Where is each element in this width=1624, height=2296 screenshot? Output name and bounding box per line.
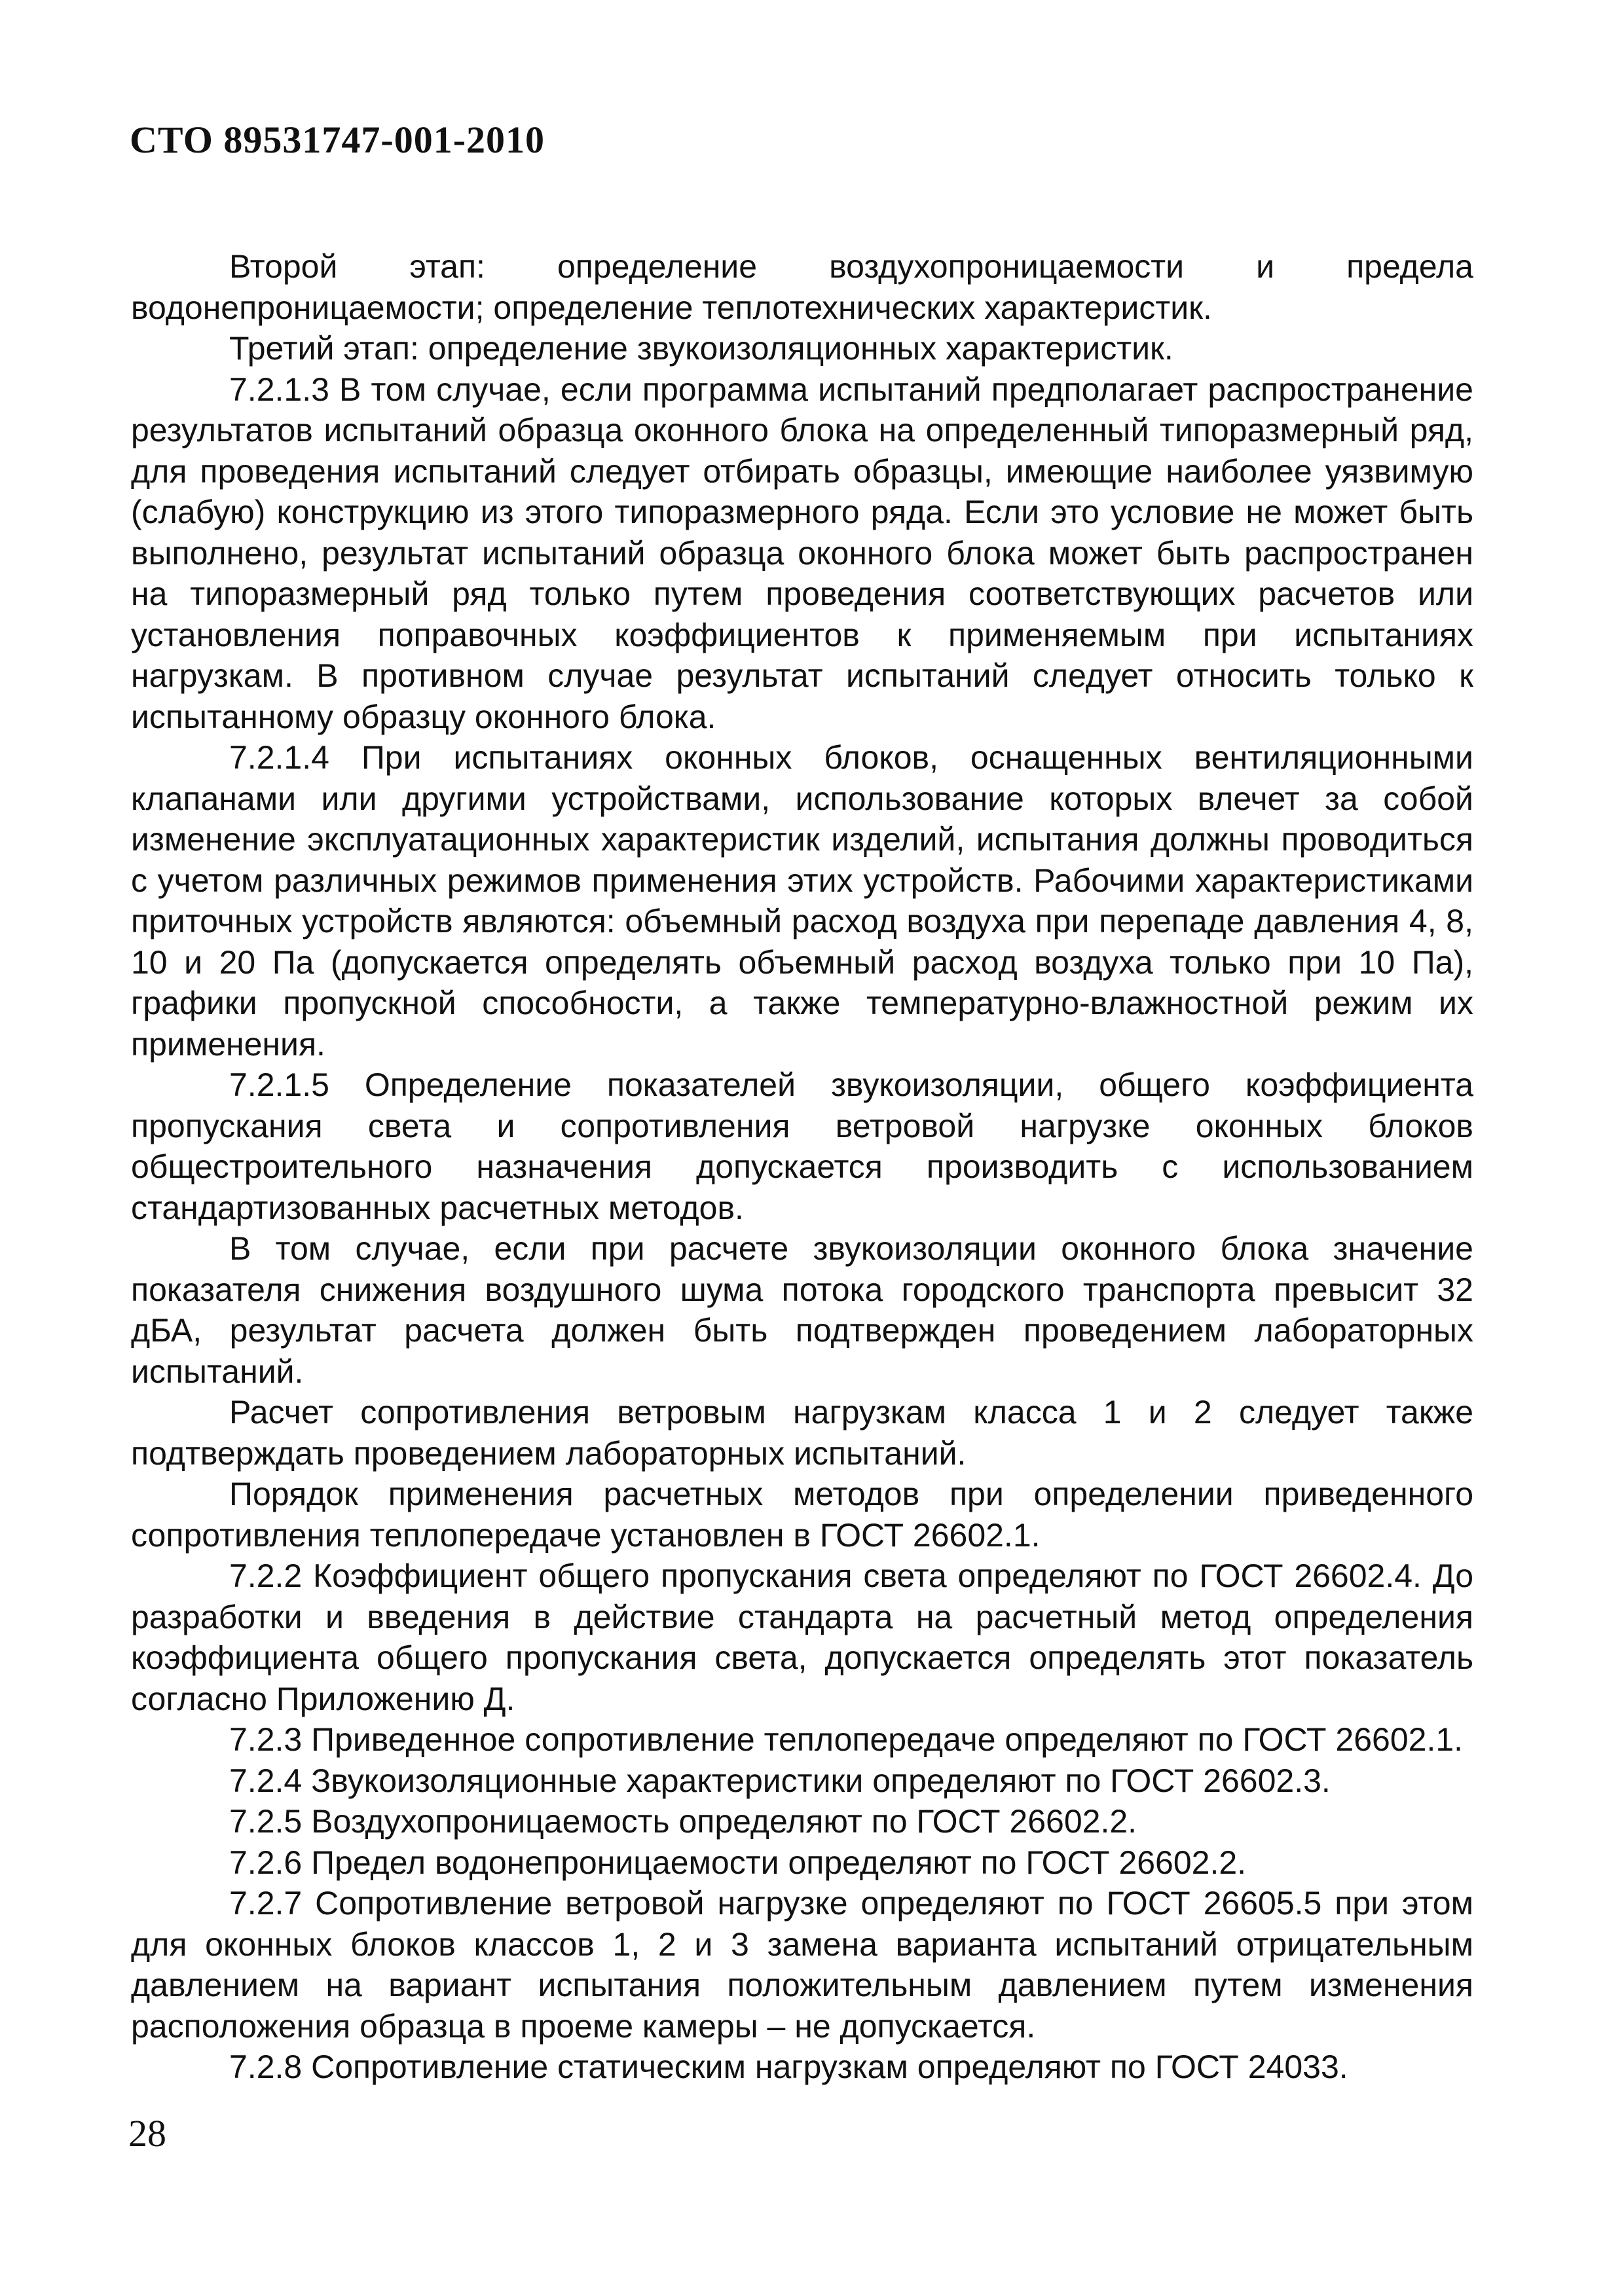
paragraph-wind-load-calc: Расчет сопротивления ветровым нагрузкам класса 1 и 2 следует также подтверждать проведением лабораторных испытаний. [131,1394,1473,1472]
paragraph-heat-transfer-methods: Порядок применения расчетных методов при определении приведенного сопротивления теплопередаче установлен в ГОСТ 26602.1. [131,1476,1473,1554]
document-code: СТО 89531747-001-2010 [130,118,545,161]
clause-7-2-1-5: 7.2.1.5 Определение показателей звукоизоляции, общего коэффициента пропускания света и сопротивления ветровой нагрузке оконных блоков общестроительного назначения допускается производить с использованием стандартизованных расчетных методов. [131,1066,1473,1226]
page-number: 28 [128,2112,166,2155]
document-body [131,246,1473,2088]
paragraph-stage-3: Третий этап: определение звукоизоляционных характеристик. [229,330,1173,367]
clause-7-2-1-4: 7.2.1.4 При испытаниях оконных блоков, оснащенных вентиляционными клапанами или другими устройствами, использование которых влечет за собой изменение эксплуатационных характеристик изделий, испытания должны проводиться с учетом различных режимов применения этих устройств. Рабочими характеристиками приточных устройств являются: объемный расход воздуха при перепаде давления 4, 8, 10 и 20 Па (допускается определять объемный расход воздуха только при 10 Па), графики пропускной способности, а также температурно-влажностной режим их применения. [131,739,1473,1063]
clause-7-2-4: 7.2.4 Звукоизоляционные характеристики определяют по ГОСТ 26602.3. [229,1762,1331,1799]
paragraph-sound-insulation-calc: В том случае, если при расчете звукоизоляции оконного блока значение показателя снижения воздушного шума потока городского транспорта превысит 32 дБА, результат расчета должен быть подтвержден проведением лабораторных испытаний. [131,1230,1473,1390]
clause-7-2-7: 7.2.7 Сопротивление ветровой нагрузке определяют по ГОСТ 26605.5 при этом для оконных блоков классов 1, 2 и 3 замена варианта испытаний отрицательным давлением на вариант испытания положительным давлением путем изменения расположения образца в проеме камеры – не допускается. [131,1885,1473,2045]
clause-7-2-8: 7.2.8 Сопротивление статическим нагрузкам определяют по ГОСТ 24033. [229,2049,1348,2085]
clause-7-2-6: 7.2.6 Предел водонепроницаемости определяют по ГОСТ 26602.2. [229,1844,1247,1881]
clause-7-2-5: 7.2.5 Воздухопроницаемость определяют по ГОСТ 26602.2. [229,1803,1137,1840]
clause-7-2-1-3: 7.2.1.3 В том случае, если программа испытаний предполагает распространение результатов испытаний образца оконного блока на определенный типоразмерный ряд, для проведения испытаний следует отбирать образцы, имеющие наиболее уязвимую (слабую) конструкцию из этого типоразмерного ряда. Если это условие не может быть выполнено, результат испытаний образца оконного блока может быть распространен на типоразмерный ряд только путем проведения соответствующих расчетов или установления поправочных коэффициентов к применяемым при испытаниях нагрузкам. В противном случае результат испытаний следует относить только к испытанному образцу оконного блока. [131,371,1473,735]
clause-7-2-3: 7.2.3 Приведенное сопротивление теплопередаче определяют по ГОСТ 26602.1. [229,1721,1464,1758]
clause-7-2-2: 7.2.2 Коэффициент общего пропускания света определяют по ГОСТ 26602.4. До разработки и введения в действие стандарта на расчетный метод определения коэффициента общего пропускания света, допускается определять этот показатель согласно Приложению Д. [131,1558,1473,1717]
paragraph-stage-2: Второй этап: определение воздухопроницаемости и предела водонепроницаемости; определение теплотехнических характеристик. [131,248,1473,326]
